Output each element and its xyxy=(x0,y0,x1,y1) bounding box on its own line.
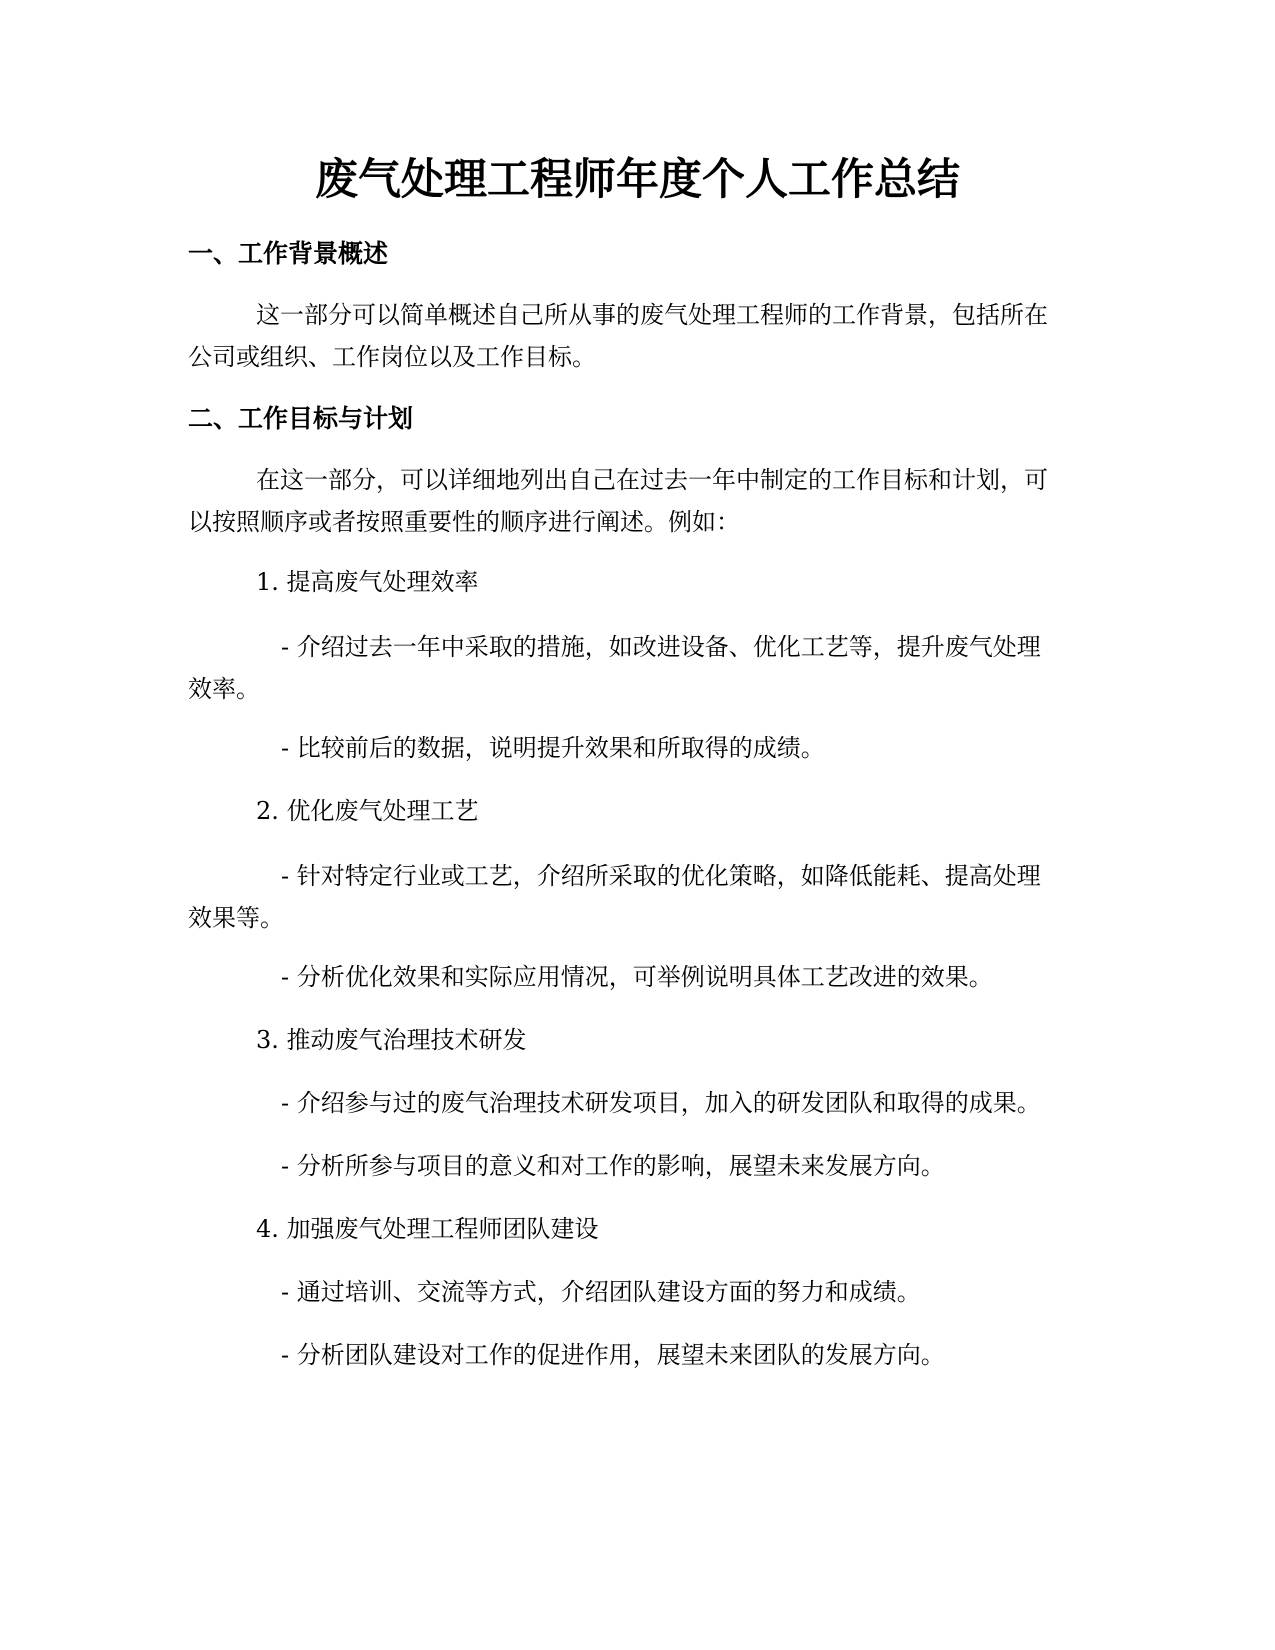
list-item-point-continuation: 效果等。 xyxy=(188,904,284,932)
list-item-point: - 分析团队建设对工作的促进作用，展望未来团队的发展方向。 xyxy=(281,1341,945,1369)
list-item-point: - 介绍过去一年中采取的措施，如改进设备、优化工艺等，提升废气处理 xyxy=(281,633,1041,661)
list-item-point: - 通过培训、交流等方式，介绍团队建设方面的努力和成绩。 xyxy=(281,1278,921,1306)
list-item-point-continuation: 效率。 xyxy=(188,675,260,703)
list-item-point: - 比较前后的数据，说明提升效果和所取得的成绩。 xyxy=(281,734,825,762)
list-item-point: - 介绍参与过的废气治理技术研发项目，加入的研发团队和取得的成果。 xyxy=(281,1089,1041,1117)
list-item-point: - 分析优化效果和实际应用情况，可举例说明具体工艺改进的效果。 xyxy=(281,963,993,991)
section-paragraph-line: 以按照顺序或者按照重要性的顺序进行阐述。例如： xyxy=(188,508,740,536)
list-item-point: - 针对特定行业或工艺，介绍所采取的优化策略，如降低能耗、提高处理 xyxy=(281,862,1041,890)
section-paragraph-line: 这一部分可以简单概述自己所从事的废气处理工程师的工作背景，包括所在 xyxy=(256,301,1048,329)
list-item-label: 2. 优化废气处理工艺 xyxy=(256,797,479,825)
document-title: 废气处理工程师年度个人工作总结 xyxy=(315,155,960,205)
list-item-point: - 分析所参与项目的意义和对工作的影响，展望未来发展方向。 xyxy=(281,1152,945,1180)
list-item-label: 3. 推动废气治理技术研发 xyxy=(256,1026,527,1054)
list-item-label: 4. 加强废气处理工程师团队建设 xyxy=(256,1215,599,1243)
section-heading-goals: 二、工作目标与计划 xyxy=(188,404,414,433)
section-heading-background: 一、工作背景概述 xyxy=(188,239,389,268)
list-item-label: 1. 提高废气处理效率 xyxy=(256,568,479,596)
section-paragraph-line: 公司或组织、工作岗位以及工作目标。 xyxy=(188,343,596,371)
section-paragraph-line: 在这一部分，可以详细地列出自己在过去一年中制定的工作目标和计划，可 xyxy=(256,466,1048,494)
